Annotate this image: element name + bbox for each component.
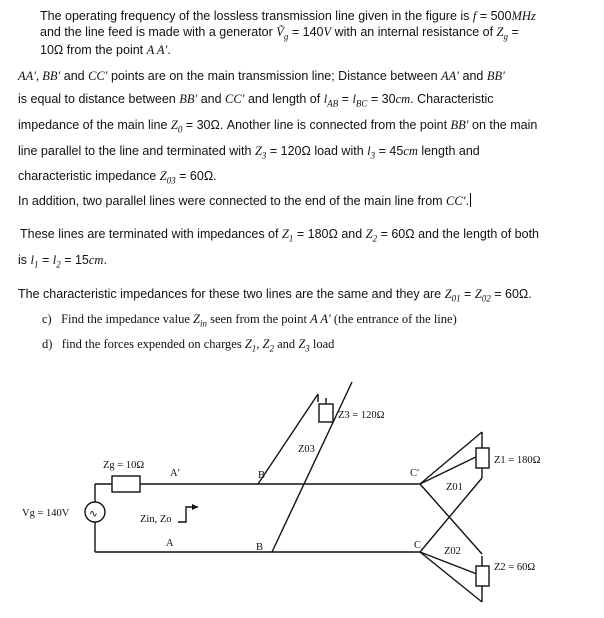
- para1-line-4: line parallel to the line and terminated with $Z_3 = 120\Omega$ load with $l_3 = 45cm$ length and: [18, 144, 480, 161]
- label-z02: Z02: [444, 546, 461, 557]
- stub3-line-b: [272, 382, 352, 552]
- text-cursor: [470, 193, 471, 207]
- intro-line-1: The operating frequency of the lossless transmission line given in the figure is f = 500MHz: [40, 9, 536, 23]
- label-a-prime: A′: [170, 468, 180, 479]
- label-c: C: [414, 540, 422, 551]
- label-vg: Vg = 140V: [22, 508, 70, 519]
- label-b: B: [256, 542, 264, 553]
- label-zg: Zg = 10Ω: [103, 460, 145, 471]
- para1-line-3: impedance of the main line $Z_0 = 30\Omega$. Another line is connected from the point BB′ on the main: [18, 118, 538, 135]
- label-z1: Z1 = 180Ω: [494, 455, 541, 466]
- para3: The characteristic impedances for these two lines are the same and they are $Z_{01} = Z_{02} = 60\Omega$.: [18, 287, 532, 304]
- stub2-load: [476, 566, 489, 586]
- stub2-upper: [420, 552, 482, 602]
- para2-line-2: is $l_1 = l_2 = 15cm$.: [18, 253, 107, 270]
- intro-line-2: and the line feed is made with a generator $Ṽ_g = 140V$ with an internal resistance of $Z_g$ =: [40, 25, 519, 42]
- label-b-prime: B′: [258, 470, 268, 481]
- label-z01: Z01: [446, 482, 463, 493]
- label-z3: Z3 = 120Ω: [338, 410, 385, 421]
- label-c-prime: C′: [410, 468, 420, 479]
- para1-line-6: In addition, two parallel lines were connected to the end of the main line from CC′.: [18, 194, 469, 208]
- question-d: d) find the forces expended on charges $Z_1$, $Z_2$ and $Z_3$ load: [42, 337, 335, 354]
- para1-line-1: AA′, BB′ and CC′ points are on the main transmission line; Distance between AA′ and BB′: [18, 69, 505, 83]
- stub3-load: [319, 404, 333, 422]
- label-z03: Z03: [298, 444, 315, 455]
- question-c: c) Find the impedance value $Z_{in}$ seen from the point A A′ (the entrance of the line): [42, 312, 457, 329]
- circuit-diagram: [0, 370, 604, 618]
- label-a: A: [166, 538, 174, 549]
- para2-line-1: These lines are terminated with impedances of $Z_1 = 180\Omega$ and $Z_2 = 60\Omega$ and the length of both: [20, 227, 540, 244]
- source-symbol: ∿: [89, 509, 98, 520]
- label-zin: Zin, Zo: [140, 514, 172, 525]
- zin-indicator: [178, 507, 198, 522]
- stub1-load: [476, 448, 489, 468]
- intro-line-3: 10Ω from the point A A′.: [40, 43, 171, 57]
- label-z2: Z2 = 60Ω: [494, 562, 536, 573]
- para1-line-2: is equal to distance between BB′ and CC′ and length of $l_{AB} = l_{BC} = 30cm$. Characteristic: [18, 92, 494, 109]
- para1-line-5: characteristic impedance $Z_{03} = 60\Omega$.: [18, 169, 217, 186]
- generator-resistor: [112, 476, 140, 492]
